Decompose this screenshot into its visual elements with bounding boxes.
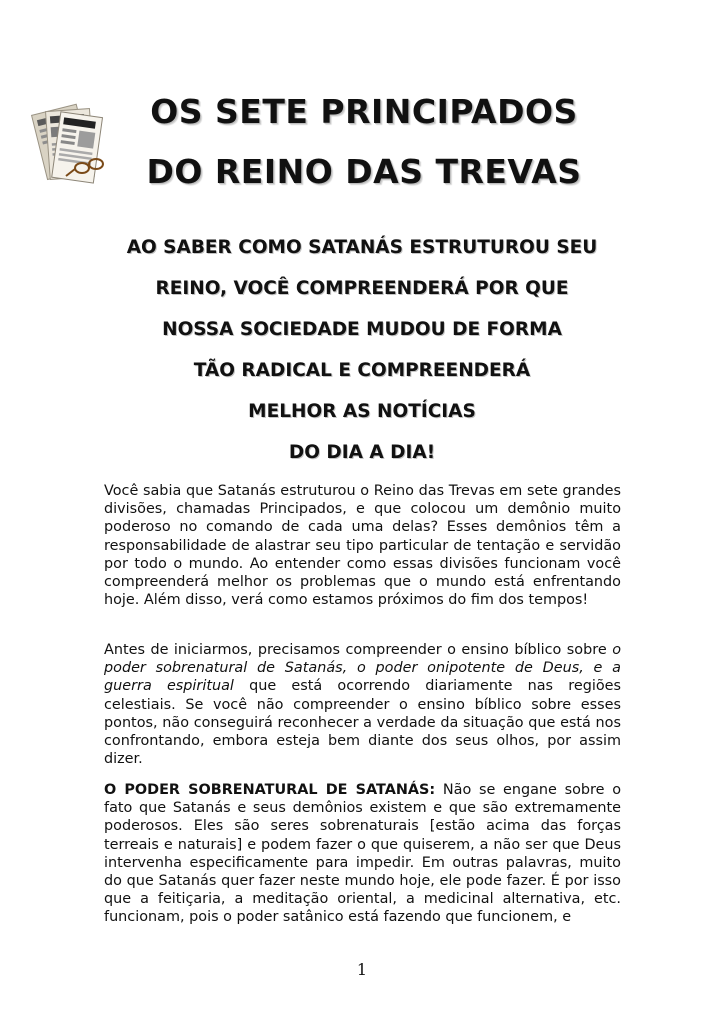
paragraph-3-text: Não se engane sobre o fato que Satanás e seus demônios existem e que são extremamente poderosos. Eles são seres sobrenaturais [estão acima das forças terreais e naturais] e podem fazer o que quiserem, a não ser que Deus intervenha especificamente para impedir. Em outras palavras, muito do que Satanás quer fazer neste mundo hoje, ele pode fazer. É por isso que a feitiçaria, a meditação oriental, a medicinal alternativa, etc. funcionam, pois o poder satânico está fazendo que funcionem, e bbox=[104, 782, 621, 926]
subtitle-line-4: TÃO RADICAL E COMPREENDERÁ bbox=[193, 360, 531, 381]
document-title-line-1: OS SETE PRINCIPADOS bbox=[150, 92, 578, 131]
paragraph-2-text-start: Antes de iniciarmos, precisamos compreender o ensino bíblico sobre bbox=[104, 642, 613, 658]
paragraph-2-italic-text: o poder sobrenatural de Satanás, o poder onipotente de Deus, e a guerra espiritual bbox=[104, 642, 621, 695]
body-paragraph-1: Você sabia que Satanás estruturou o Reino das Trevas em sete grandes divisões, chamadas Principados, e que colocou um demônio muito poderoso no comando de cada uma delas? Esses demônios têm a responsabilidade de alastrar seu tipo particular de tentação e servidão por todo o mundo. Ao entender como essas divisões funcionam você compreenderá melhor os problemas que o mundo está enfrentando hoje. Além disso, verá como estamos próximos do fim dos tempos! bbox=[104, 483, 621, 609]
section-heading: O PODER SOBRENATURAL DE SATANÁS: bbox=[104, 782, 436, 798]
page-number: 1 bbox=[356, 960, 368, 979]
subtitle-line-2: REINO, VOCÊ COMPREENDERÁ POR QUE bbox=[155, 278, 569, 299]
newspapers-icon bbox=[26, 98, 110, 192]
subtitle-line-6: DO DIA A DIA! bbox=[288, 442, 436, 463]
paragraph-2-text-end: que está ocorrendo diariamente nas regiões celestiais. Se você não compreender o ensino bíblico sobre esses pontos, não conseguirá reconhecer a verdade da situação que está nos confrontando, embora esteja bem diante dos seus olhos, por assim dizer. bbox=[104, 678, 621, 768]
body-paragraph-2 bbox=[104, 641, 621, 768]
subtitle-line-3: NOSSA SOCIEDADE MUDOU DE FORMA bbox=[162, 319, 562, 340]
subtitle-line-1: AO SABER COMO SATANÁS ESTRUTUROU SEU bbox=[126, 237, 598, 258]
document-title-line-2: DO REINO DAS TREVAS bbox=[146, 152, 582, 191]
subtitle-line-5: MELHOR AS NOTÍCIAS bbox=[248, 401, 476, 422]
body-paragraph-3 bbox=[104, 781, 621, 927]
